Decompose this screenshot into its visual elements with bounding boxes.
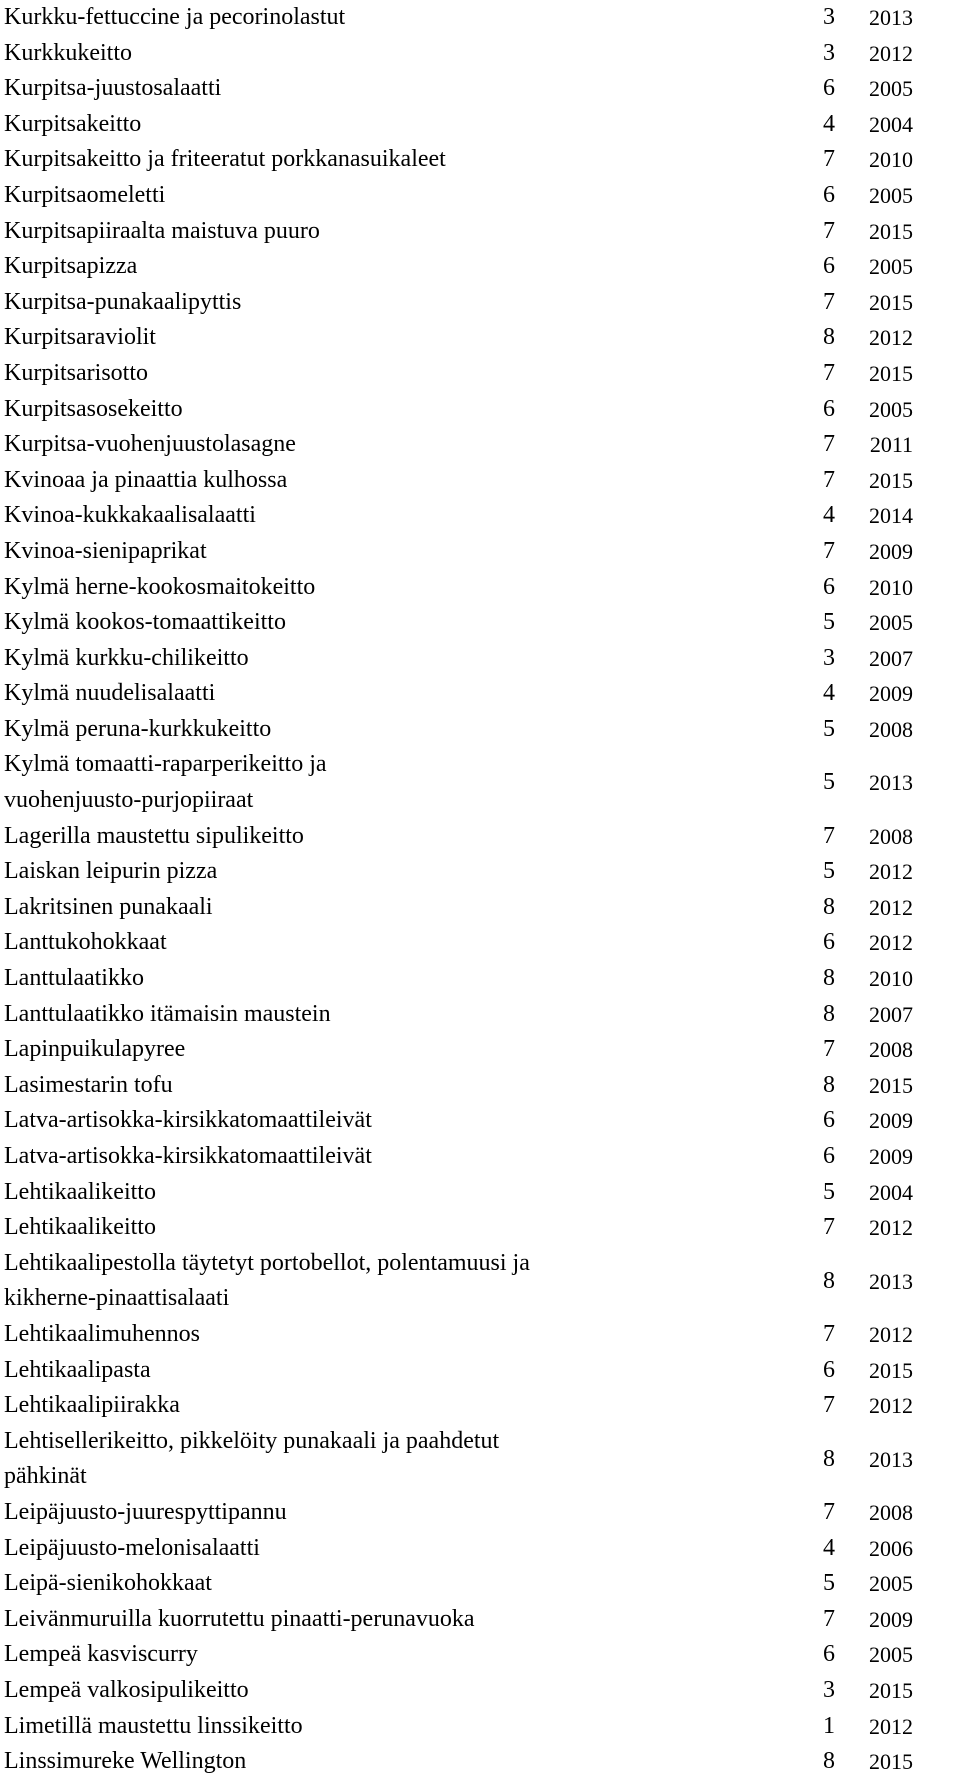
- publication-year: 2012: [869, 930, 913, 956]
- publication-year: 2015: [869, 218, 913, 244]
- issue-number: 8: [823, 893, 835, 920]
- recipe-name: Kurpitsa-vuohenjuustolasagne: [4, 431, 296, 458]
- recipe-name-line: vuohenjuusto-purjopiiraat: [4, 787, 254, 814]
- issue-number: 1: [823, 1712, 835, 1739]
- issue-number: 6: [823, 181, 835, 208]
- table-row: [0, 854, 960, 890]
- table-row: [0, 890, 960, 926]
- issue-number: 7: [823, 1036, 835, 1063]
- table-row: [0, 1068, 960, 1104]
- recipe-name: Lapinpuikulapyree: [4, 1036, 186, 1063]
- recipe-name: Leipä-sienikohokkaat: [4, 1570, 212, 1597]
- table-row: [0, 819, 960, 855]
- issue-number: 4: [823, 680, 835, 707]
- publication-year: 2015: [869, 1677, 913, 1703]
- publication-year: 2015: [869, 467, 913, 493]
- table-row: [0, 1566, 960, 1602]
- recipe-name: Kvinoa-kukkakaalisalaatti: [4, 502, 256, 529]
- issue-number: 7: [823, 466, 835, 493]
- issue-number: 7: [823, 431, 835, 458]
- recipe-name-line: kikherne-pinaattisalaati: [4, 1285, 230, 1312]
- publication-year: 2009: [869, 538, 913, 564]
- issue-number: 7: [823, 217, 835, 244]
- table-row: [0, 1139, 960, 1175]
- table-row: [0, 1531, 960, 1567]
- publication-year: 2013: [869, 770, 913, 796]
- table-row: [0, 925, 960, 961]
- table-row: [0, 676, 960, 712]
- recipe-name: Kurpitsa-punakaalipyttis: [4, 288, 242, 315]
- recipe-name: Latva-artisokka-kirsikkatomaattileivät: [4, 1107, 372, 1134]
- recipe-name: Kurkku-fettuccine ja pecorinolastut: [4, 4, 346, 30]
- table-row: [0, 641, 960, 677]
- table-row: [0, 712, 960, 748]
- table-row: [0, 71, 960, 107]
- publication-year: 2009: [869, 1606, 913, 1632]
- table-row: [0, 1388, 960, 1424]
- issue-number: 6: [823, 253, 835, 280]
- table-row: [0, 214, 960, 250]
- publication-year: 2015: [869, 360, 913, 386]
- issue-number: 6: [823, 1143, 835, 1169]
- issue-number: 8: [823, 1071, 835, 1098]
- publication-year: 2010: [869, 966, 913, 992]
- issue-number: 6: [823, 1356, 835, 1383]
- publication-year: 2012: [869, 894, 913, 920]
- table-row: [0, 1317, 960, 1353]
- table-row: [0, 1673, 960, 1709]
- publication-year: 2009: [869, 1144, 913, 1169]
- issue-number: 7: [823, 1392, 835, 1419]
- publication-year: 2015: [869, 1072, 913, 1098]
- issue-number: 5: [823, 1570, 835, 1597]
- publication-year: 2008: [869, 1037, 913, 1063]
- publication-year: 2013: [869, 1268, 913, 1294]
- recipe-name: [0, 1424, 815, 1495]
- recipe-name: Linssimureke Wellington: [4, 1748, 247, 1775]
- recipe-name: Leivänmuruilla kuorrutettu pinaatti-perunavuoka: [4, 1605, 475, 1632]
- issue-number: 7: [823, 537, 835, 564]
- table-row: [0, 392, 960, 428]
- publication-year: 2005: [869, 254, 913, 280]
- publication-year: 2010: [869, 147, 913, 173]
- publication-year: 2012: [869, 1215, 913, 1241]
- table-row: [0, 36, 960, 72]
- table-row: [0, 463, 960, 499]
- issue-number: 8: [823, 1267, 835, 1294]
- table-row: [0, 1175, 960, 1211]
- publication-year: 2009: [869, 1108, 913, 1134]
- issue-number: 8: [823, 965, 835, 992]
- publication-year: 2013: [869, 5, 913, 30]
- publication-year: 2008: [869, 823, 913, 849]
- recipe-name: Kylmä peruna-kurkkukeitto: [4, 715, 272, 742]
- recipe-name: Lagerilla maustettu sipulikeitto: [4, 822, 304, 849]
- issue-number: 5: [823, 858, 835, 885]
- issue-number: 4: [823, 110, 835, 137]
- recipe-name-line: pähkinät: [4, 1463, 87, 1490]
- publication-year: 2009: [869, 681, 913, 707]
- issue-number: 8: [823, 324, 835, 351]
- issue-number: 7: [823, 1320, 835, 1347]
- publication-year: 2005: [869, 182, 913, 208]
- recipe-name-line: Kylmä tomaatti-raparperikeitto ja: [4, 751, 327, 778]
- issue-number: 7: [823, 146, 835, 173]
- recipe-name: Lempeä kasviscurry: [4, 1641, 198, 1668]
- publication-year: 2005: [869, 610, 913, 636]
- recipe-name: Lehtikaalipasta: [4, 1356, 151, 1383]
- recipe-name-line: Lehtisellerikeitto, pikkelöity punakaali ja paahdetut: [4, 1427, 500, 1454]
- table-row: [0, 997, 960, 1033]
- publication-year: 2010: [869, 574, 913, 600]
- issue-number: 7: [823, 1605, 835, 1632]
- publication-year: 2004: [869, 1179, 913, 1205]
- recipe-name: Kurpitsarisotto: [4, 359, 148, 386]
- issue-number: 5: [823, 715, 835, 742]
- recipe-name: Lakritsinen punakaali: [4, 893, 213, 920]
- table-row: [0, 1744, 960, 1780]
- issue-number: 7: [823, 1498, 835, 1525]
- recipe-name: Lanttulaatikko: [4, 965, 144, 992]
- recipe-name: Kurpitsasosekeitto: [4, 395, 183, 422]
- recipe-name: Kurpitsaomeletti: [4, 181, 166, 208]
- table-row: [0, 1602, 960, 1638]
- issue-number: 8: [823, 1748, 835, 1775]
- recipe-name: Lehtikaalimuhennos: [4, 1320, 200, 1347]
- publication-year: 2015: [869, 1357, 913, 1383]
- issue-number: 6: [823, 929, 835, 956]
- publication-year: 2012: [869, 1713, 913, 1739]
- table-row: [0, 107, 960, 143]
- publication-year: 2004: [869, 111, 913, 137]
- recipe-name: Kurpitsapiiraalta maistuva puuro: [4, 217, 320, 244]
- issue-number: 3: [823, 1676, 835, 1703]
- table-row: [0, 320, 960, 356]
- table-row: [0, 498, 960, 534]
- issue-number: 6: [823, 573, 835, 600]
- recipe-name: Kurpitsakeitto ja friteeratut porkkanasuikaleet: [4, 146, 446, 173]
- publication-year: 2014: [869, 503, 913, 529]
- publication-year: 2007: [869, 1001, 913, 1027]
- recipe-name: Limetillä maustettu linssikeitto: [4, 1712, 303, 1739]
- table-row: [0, 249, 960, 285]
- table-row: [0, 961, 960, 997]
- issue-number: 6: [823, 1107, 835, 1134]
- publication-year: 2005: [869, 1571, 913, 1597]
- recipe-name: Lanttulaatikko itämaisin maustein: [4, 1000, 331, 1027]
- recipe-name: Lasimestarin tofu: [4, 1071, 173, 1098]
- recipe-name: Kvinoaa ja pinaattia kulhossa: [4, 466, 288, 493]
- recipe-name: Lanttukohokkaat: [4, 929, 167, 956]
- recipe-name: Kurpitsapizza: [4, 253, 138, 280]
- issue-number: 4: [823, 1534, 835, 1561]
- recipe-name: Latva-artisokka-kirsikkatomaattileivät: [4, 1143, 372, 1169]
- table-row: [0, 605, 960, 641]
- recipe-name: Kurpitsaraviolit: [4, 324, 156, 351]
- publication-year: 2006: [869, 1535, 913, 1561]
- table-row: [0, 747, 960, 818]
- recipe-name: [0, 1246, 815, 1317]
- publication-year: 2012: [869, 859, 913, 885]
- publication-year: 2008: [869, 716, 913, 742]
- table-row: [0, 1709, 960, 1745]
- publication-year: 2012: [869, 1393, 913, 1419]
- table-row: [0, 1246, 960, 1317]
- table-row: [0, 142, 960, 178]
- issue-number: 8: [823, 1000, 835, 1027]
- issue-number: 5: [823, 609, 835, 636]
- publication-year: 2013: [869, 1446, 913, 1472]
- issue-number: 6: [823, 75, 835, 102]
- table-row: [0, 570, 960, 606]
- publication-year: 2005: [869, 1642, 913, 1668]
- issue-number: 8: [823, 1445, 835, 1472]
- table-row: [0, 1353, 960, 1389]
- table-row: [0, 1210, 960, 1246]
- recipe-name: Leipäjuusto-melonisalaatti: [4, 1534, 260, 1561]
- publication-year: 2007: [869, 645, 913, 671]
- table-row: [0, 1032, 960, 1068]
- recipe-name: Kylmä kurkku-chilikeitto: [4, 644, 249, 671]
- table-row: [0, 1495, 960, 1531]
- recipe-name: Kylmä nuudelisalaatti: [4, 680, 216, 707]
- issue-number: 7: [823, 822, 835, 849]
- issue-number: 6: [823, 1641, 835, 1668]
- issue-number: 7: [823, 359, 835, 386]
- issue-number: 5: [823, 769, 835, 796]
- issue-number: 3: [823, 4, 835, 30]
- issue-number: 7: [823, 288, 835, 315]
- recipe-name: Laiskan leipurin pizza: [4, 858, 218, 885]
- issue-number: 7: [823, 1214, 835, 1241]
- issue-number: 6: [823, 395, 835, 422]
- issue-number: 5: [823, 1178, 835, 1205]
- table-row: [0, 285, 960, 321]
- issue-number: 3: [823, 39, 835, 66]
- table-row: [0, 1103, 960, 1139]
- publication-year: 2008: [869, 1499, 913, 1525]
- recipe-name: Lempeä valkosipulikeitto: [4, 1676, 249, 1703]
- table-row: [0, 1424, 960, 1495]
- recipe-name: Kvinoa-sienipaprikat: [4, 537, 207, 564]
- table-row: [0, 427, 960, 463]
- recipe-name: Lehtikaalipiirakka: [4, 1392, 180, 1419]
- table-row: [0, 0, 960, 36]
- table-row: [0, 356, 960, 392]
- recipe-name: [0, 747, 815, 818]
- issue-number: 4: [823, 502, 835, 529]
- recipe-name: Kylmä herne-kookosmaitokeitto: [4, 573, 316, 600]
- recipe-name: Lehtikaalikeitto: [4, 1178, 156, 1205]
- recipe-name: Kylmä kookos-tomaattikeitto: [4, 609, 286, 636]
- recipe-name-line: Lehtikaalipestolla täytetyt portobellot, polentamuusi ja: [4, 1249, 530, 1276]
- publication-year: 2005: [869, 396, 913, 422]
- publication-year: 2012: [869, 40, 913, 66]
- recipe-name: Kurkkukeitto: [4, 39, 132, 66]
- publication-year: 2015: [869, 1749, 913, 1775]
- recipe-name: Lehtikaalikeitto: [4, 1214, 156, 1241]
- publication-year: 2015: [869, 289, 913, 315]
- publication-year: 2012: [869, 325, 913, 351]
- table-row: [0, 534, 960, 570]
- issue-number: 3: [823, 644, 835, 671]
- publication-year: 2012: [869, 1321, 913, 1347]
- recipe-name: Kurpitsa-juustosalaatti: [4, 75, 222, 102]
- recipe-name: Kurpitsakeitto: [4, 110, 142, 137]
- table-row: [0, 1637, 960, 1673]
- publication-year: 2005: [869, 76, 913, 102]
- table-row: [0, 178, 960, 214]
- recipe-name: Leipäjuusto-juurespyttipannu: [4, 1498, 287, 1525]
- publication-year: 2011: [869, 432, 913, 458]
